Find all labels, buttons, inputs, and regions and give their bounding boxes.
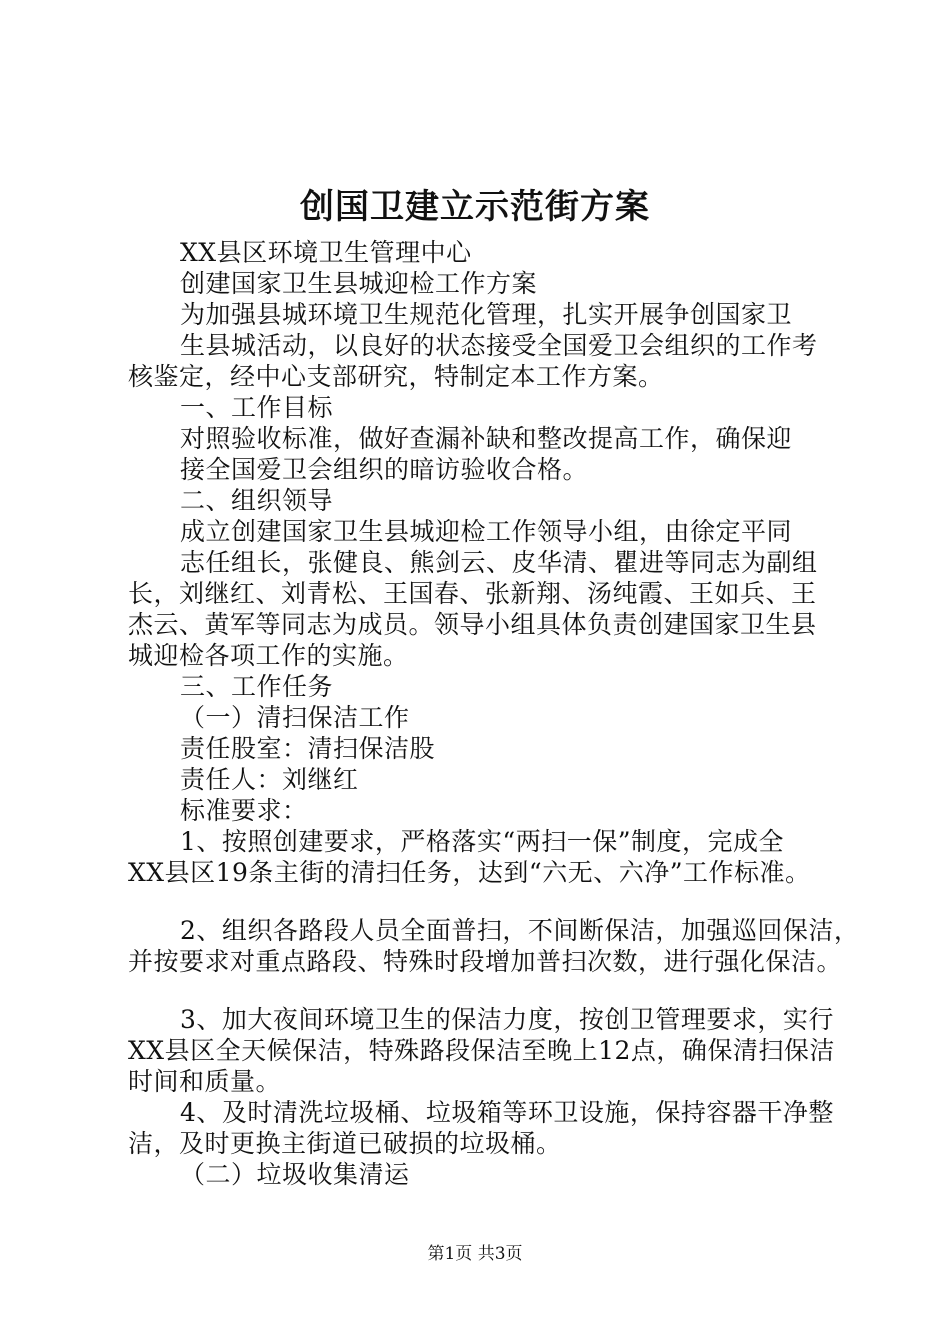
paragraph-line: 生县城活动，以良好的状态接受全国爱卫会组织的工作考 (180, 331, 818, 360)
paragraph-line: 对照验收标准，做好查漏补缺和整改提高工作，确保迎 (180, 424, 793, 453)
paragraph-line: 2、组织各路段人员全面普扫，不间断保洁，加强巡回保洁， (180, 916, 860, 945)
subsection-heading: （二）垃圾收集清运 (180, 1160, 410, 1189)
paragraph-line: 1、按照创建要求，严格落实“两扫一保”制度，完成全 (180, 827, 784, 856)
paragraph-line: 洁，及时更换主街道已破损的垃圾桶。 (128, 1129, 562, 1158)
paragraph-line: 责任股室：清扫保洁股 (180, 734, 436, 763)
paragraph-line: 城迎检各项工作的实施。 (128, 641, 409, 670)
paragraph-line: 核鉴定，经中心支部研究，特制定本工作方案。 (128, 362, 664, 391)
page-number: 第1页 共3页 (427, 1244, 523, 1264)
paragraph-line: 志任组长，张健良、熊剑云、皮华清、瞿进等同志为副组 (180, 548, 818, 577)
paragraph-line: 标准要求： (180, 796, 308, 825)
paragraph-line: 长，刘继红、刘青松、王国春、张新翔、汤纯霞、王如兵、王 (128, 579, 817, 608)
paragraph-line: 创建国家卫生县城迎检工作方案 (180, 269, 538, 298)
paragraph-line: 接全国爱卫会组织的暗访验收合格。 (180, 455, 589, 484)
section-heading: 一、工作目标 (180, 393, 334, 422)
paragraph-line: 杰云、黄军等同志为成员。领导小组具体负责创建国家卫生县 (128, 610, 817, 639)
paragraph-line: XX县区19条主街的清扫任务，达到“六无、六净”工作标准。 (128, 858, 811, 887)
paragraph-line: 并按要求对重点路段、特殊时段增加普扫次数，进行强化保洁。 (128, 947, 843, 976)
subsection-heading: （一）清扫保洁工作 (180, 703, 410, 732)
paragraph-line: 成立创建国家卫生县城迎检工作领导小组，由徐定平同 (180, 517, 793, 546)
paragraph-line: 为加强县城环境卫生规范化管理，扎实开展争创国家卫 (180, 300, 793, 329)
document-title: 创国卫建立示范街方案 (300, 187, 650, 227)
paragraph-line: 时间和质量。 (128, 1067, 282, 1096)
paragraph-line: 责任人：刘继红 (180, 765, 359, 794)
paragraph-line: 4、及时清洗垃圾桶、垃圾箱等环卫设施，保持容器干净整 (180, 1098, 834, 1127)
paragraph-line: XX县区环境卫生管理中心 (180, 238, 472, 267)
section-heading: 三、工作任务 (180, 672, 334, 701)
paragraph-line: XX县区全天候保洁，特殊路段保洁至晚上12点，确保清扫保洁 (128, 1036, 835, 1065)
paragraph-line: 3、加大夜间环境卫生的保洁力度，按创卫管理要求，实行 (180, 1005, 834, 1034)
section-heading: 二、组织领导 (180, 486, 334, 515)
